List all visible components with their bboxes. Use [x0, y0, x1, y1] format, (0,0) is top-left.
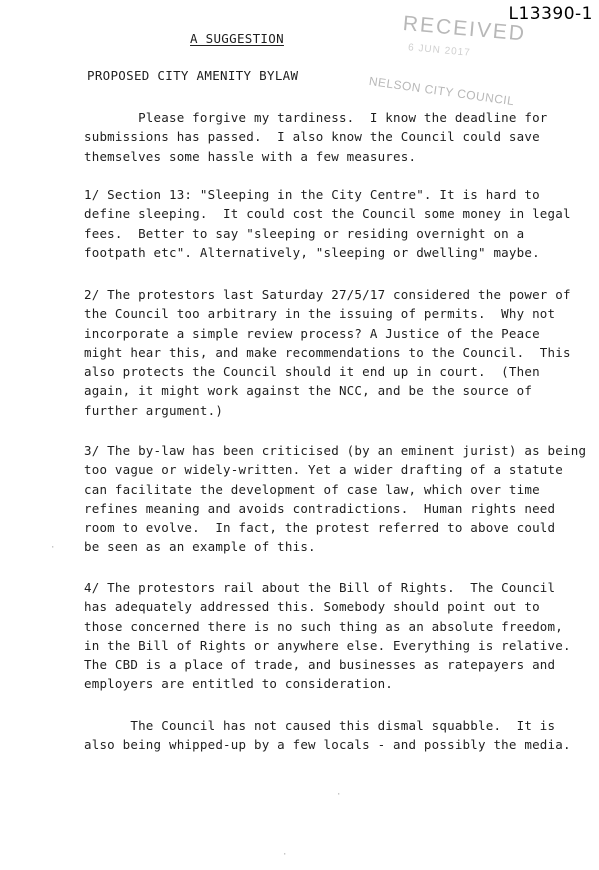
stamp-organisation: NELSON CITY COUNCIL — [368, 74, 516, 109]
document-title: A SUGGESTION — [190, 31, 284, 46]
reference-code: L13390-1 — [508, 4, 593, 24]
paragraph-point-1: 1/ Section 13: "Sleeping in the City Centre". It is hard to define sleeping. It could cost the Council some money in legal fees. Better to say "sleeping or residing overnight on a footpath etc". Alternatively, "sleeping or dwelling" maybe. — [84, 187, 571, 260]
stamp-date: 6 JUN 2017 — [407, 42, 472, 59]
scan-speck-mark: · — [336, 790, 342, 800]
scan-speck-mark: · — [282, 850, 288, 860]
received-stamp — [368, 12, 528, 107]
paragraph-point-4: 4/ The protestors rail about the Bill of Rights. The Council has adequately addressed this. Somebody should point out to those concerned there is no such thing as an absolute freedom, in the Bill of Rights or anywhere else. Everything is relative. The CBD is a place of trade, and businesses as ratepayers and employers are entitled to consideration. — [84, 580, 571, 692]
paragraph-intro: Please forgive my tardiness. I know the deadline for submissions has passed. I also know the Council could save themselves some hassle with a few measures. — [84, 110, 548, 164]
scan-speck-mark: · — [50, 543, 56, 553]
stamp-received-text: RECEIVED — [401, 12, 527, 46]
paragraph-point-2: 2/ The protestors last Saturday 27/5/17 considered the power of the Council too arbitrary in the issuing of permits. Why not incorporate a simple review process? A Justice of the Peace might hear this, and make recommendations to the Council. This also protects the Council should it end up in court. (Then again, it might work against the NCC, and be the source of further argument.) — [84, 287, 571, 418]
paragraph-point-3: 3/ The by-law has been criticised (by an eminent jurist) as being too vague or widely-written. Yet a wider drafting of a statute can facilitate the development of case law, which over time refines meaning and avoids contradictions. Human rights need room to evolve. In fact, the protest referred to above could be seen as an example of this. — [84, 443, 587, 555]
document-subtitle: PROPOSED CITY AMENITY BYLAW — [87, 68, 299, 83]
paragraph-closing: The Council has not caused this dismal squabble. It is also being whipped-up by a few locals - and possibly the media. — [84, 718, 571, 753]
